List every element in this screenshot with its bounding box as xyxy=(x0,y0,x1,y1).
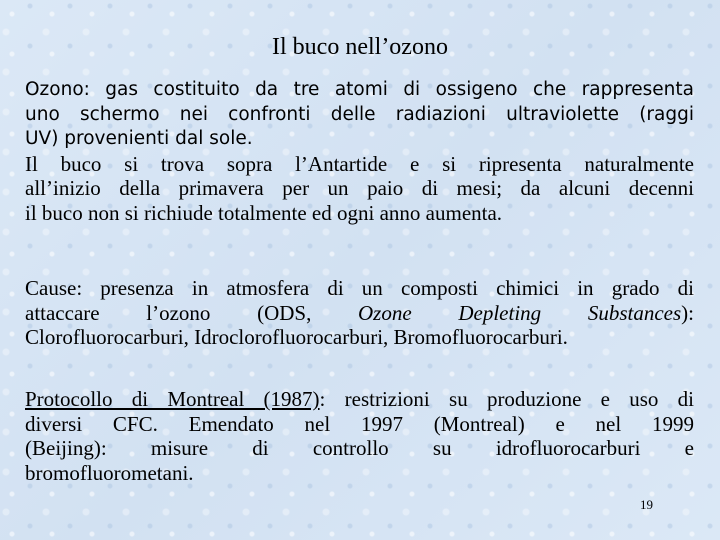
text-span: : restrizioni su produzione e uso di xyxy=(319,387,694,411)
slide-title: Il buco nell’ozono xyxy=(272,34,448,60)
text-line: uno schermo nei confronti delle radiazioni ultraviolette (raggi xyxy=(25,103,694,125)
text-line xyxy=(25,387,694,412)
text-span: ): xyxy=(681,300,694,325)
text-line: Cause: presenza in atmosfera di un composti chimici in grado di xyxy=(25,276,694,300)
page-number: 19 xyxy=(640,497,653,512)
causes-paragraph xyxy=(25,276,694,350)
text-span: attaccare l’ozono (ODS, xyxy=(25,300,359,325)
text-line: (Beijing): misure di controllo su idrofluorocarburi e xyxy=(25,436,694,461)
text-line: Il buco si trova sopra l’Antartide e si ripresenta naturalmente xyxy=(25,151,694,176)
italic-term: Ozone Depleting Substances xyxy=(358,300,682,325)
text-line: bromofluorometani. xyxy=(25,460,194,485)
text-line xyxy=(25,301,694,326)
text-line: all’inizio della primavera per un paio di mesi; da alcuni decenni xyxy=(25,176,694,201)
text-line: UV) provenienti dal sole. xyxy=(25,128,253,150)
ozone-definition-paragraph xyxy=(25,78,694,226)
text-line: diversi CFC. Emendato nel 1997 (Montreal) e nel 1999 xyxy=(25,411,694,436)
montreal-protocol-paragraph xyxy=(25,387,694,485)
text-line: Ozono: gas costituito da tre atomi di ossigeno che rappresenta xyxy=(25,79,694,100)
text-line: Clorofluorocarburi, Idroclorofluorocarburi, Bromofluorocarburi. xyxy=(25,325,568,350)
text-line: il buco non si richiude totalmente ed ogni anno aumenta. xyxy=(25,200,503,225)
montreal-protocol-link[interactable]: Protocollo di Montreal (1987) xyxy=(25,387,320,411)
